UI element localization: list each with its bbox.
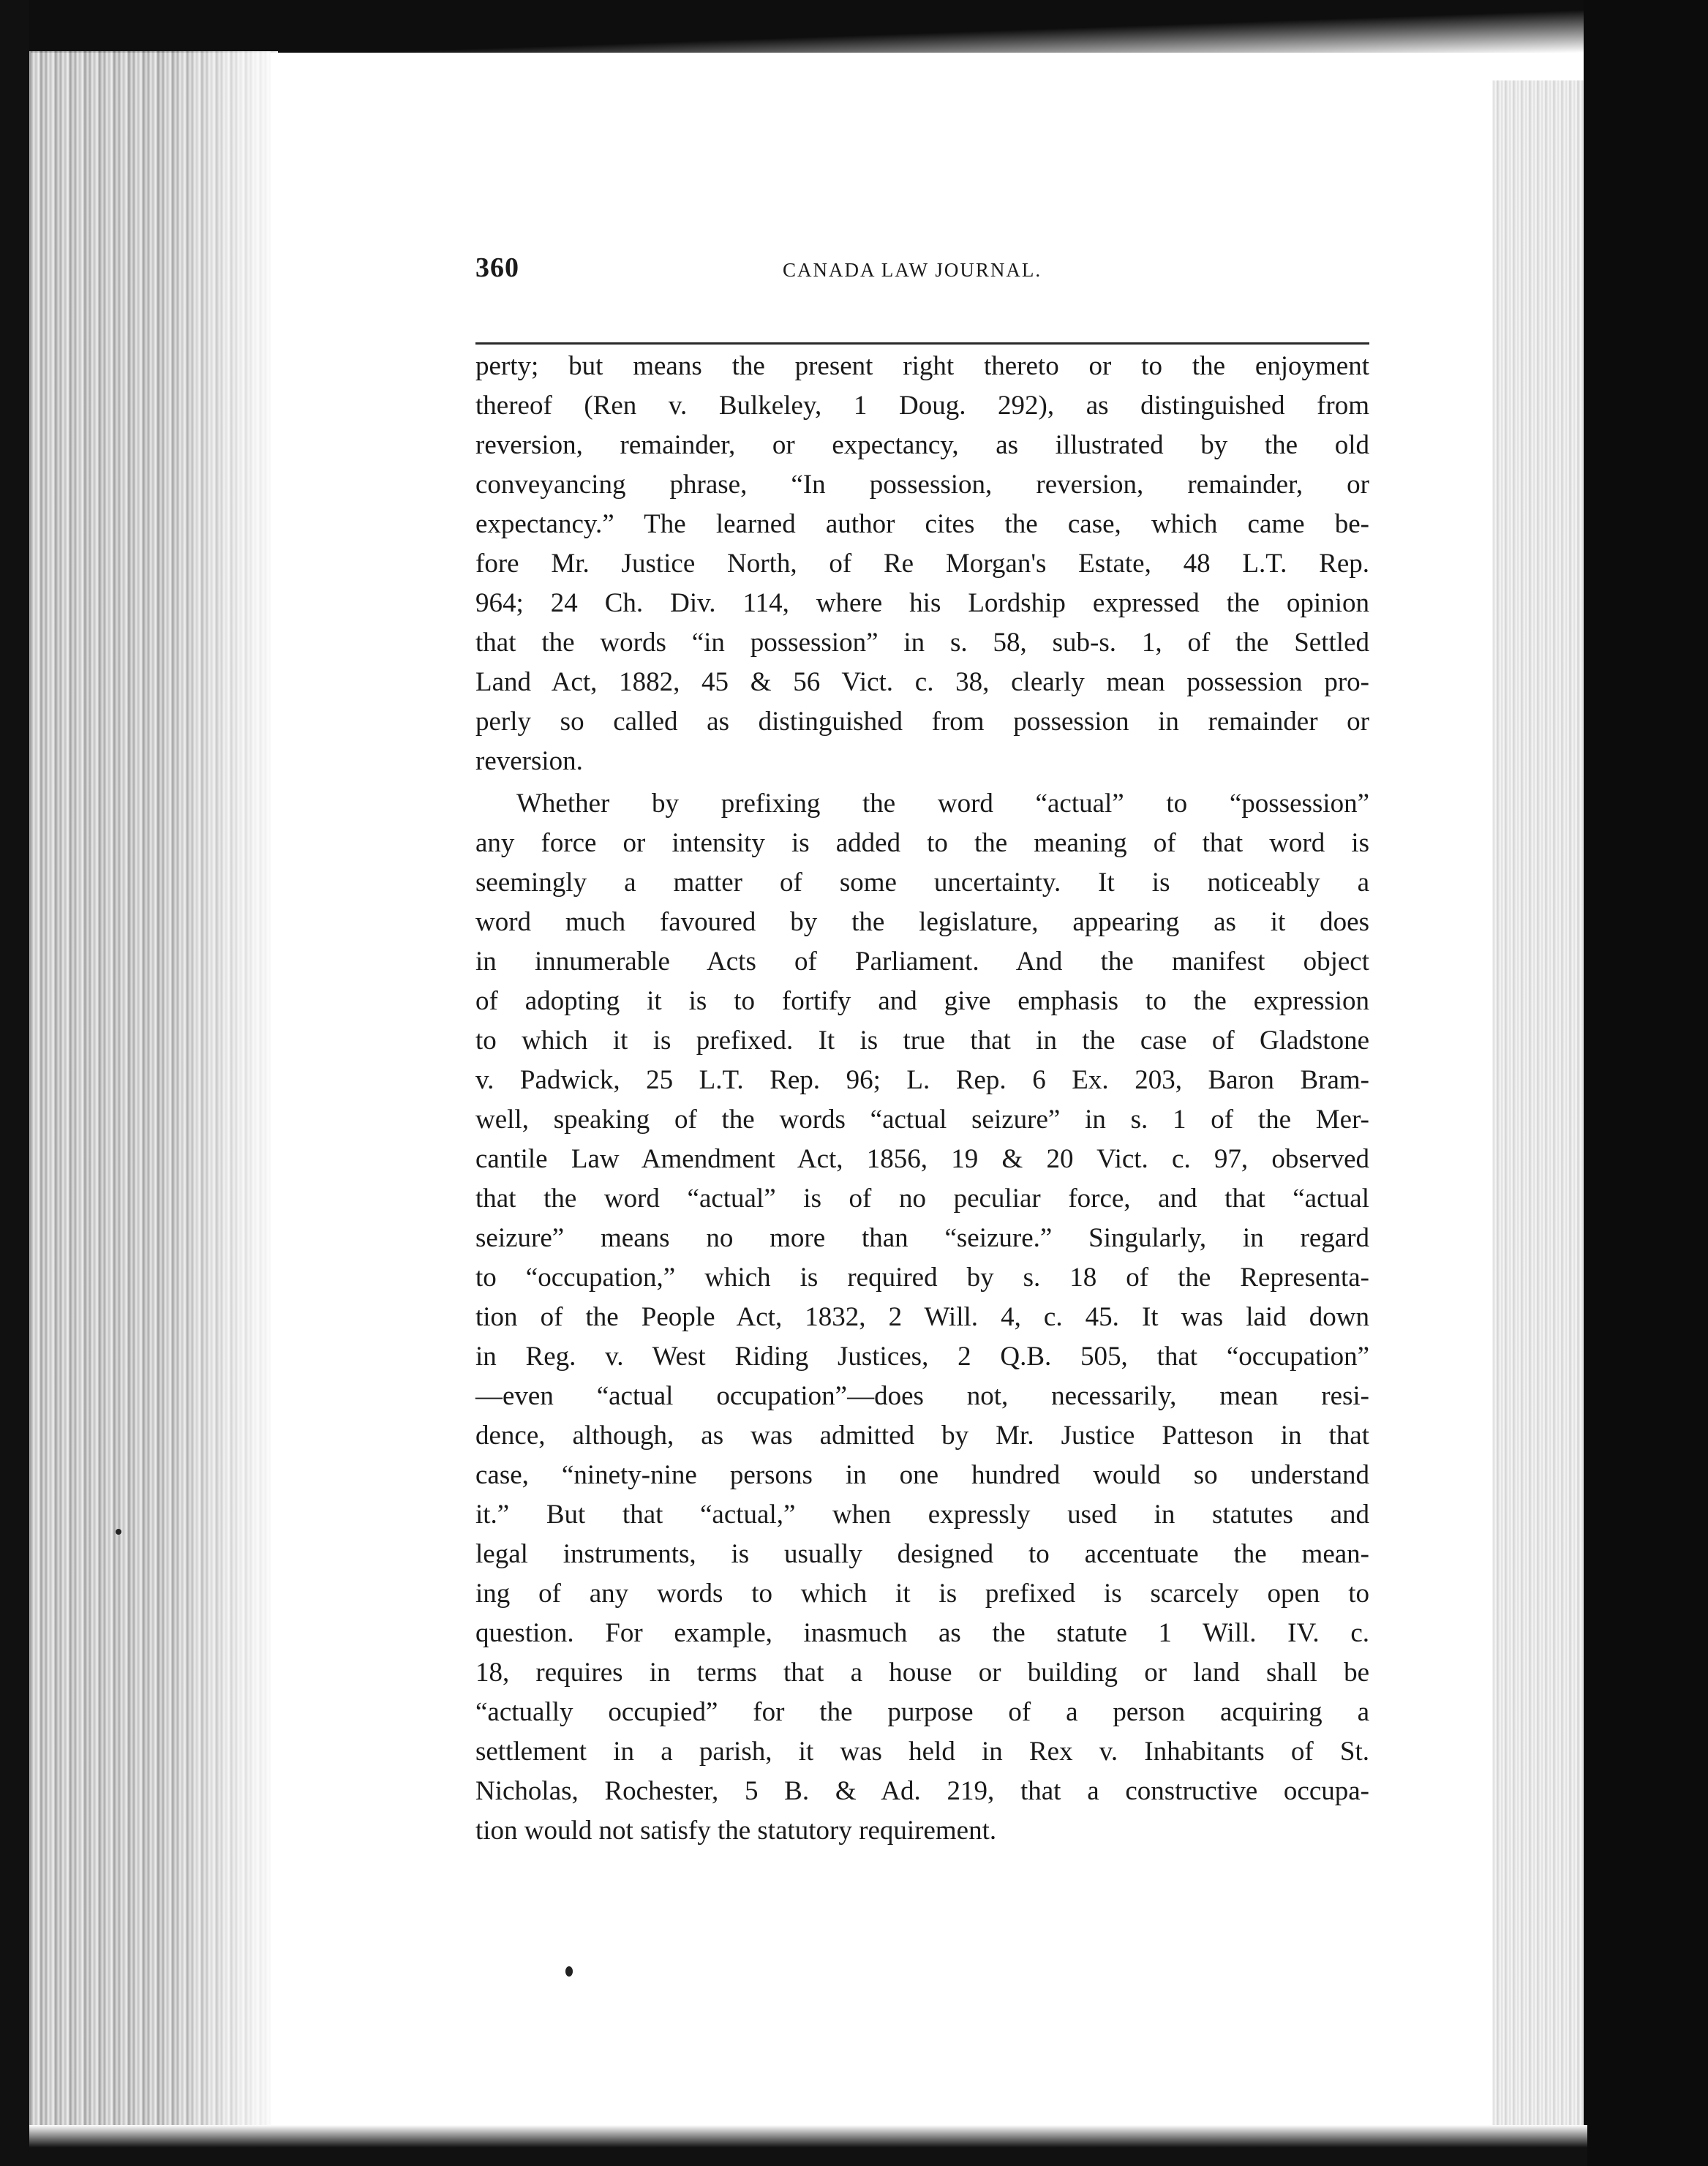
page-edge-shadow xyxy=(1492,80,1584,2129)
text-line: cantile Law Amendment Act, 1856, 19 & 20 Vict. c. 97, observed xyxy=(475,1144,1369,1174)
text-line: that the words “in possession” in s. 58, sub-s. 1, of the Settled xyxy=(475,628,1369,658)
text-line: tion of the People Act, 1832, 2 Will. 4, c. 45. It was laid down xyxy=(475,1302,1369,1332)
text-line: fore Mr. Justice North, of Re Morgan's Estate, 48 L.T. Rep. xyxy=(475,549,1369,579)
text-line: case, “ninety-nine persons in one hundred would so understand xyxy=(475,1460,1369,1490)
text-line: Land Act, 1882, 45 & 56 Vict. c. 38, clearly mean possession pro- xyxy=(475,667,1369,697)
text-line: 964; 24 Ch. Div. 114, where his Lordship expressed the opinion xyxy=(475,588,1369,618)
text-line: “actually occupied” for the purpose of a person acquiring a xyxy=(475,1697,1369,1727)
text-line: question. For example, inasmuch as the statute 1 Will. IV. c. xyxy=(475,1618,1369,1648)
text-line: well, speaking of the words “actual seizure” in s. 1 of the Mer- xyxy=(475,1105,1369,1135)
text-line: in Reg. v. West Riding Justices, 2 Q.B. 505, that “occupation” xyxy=(475,1342,1369,1372)
text-line: tion would not satisfy the statutory requirement. xyxy=(475,1816,997,1846)
text-line: seemingly a matter of some uncertainty. It is noticeably a xyxy=(475,868,1369,898)
text-line: settlement in a parish, it was held in Rex v. Inhabitants of St. xyxy=(475,1737,1369,1767)
text-line: in innumerable Acts of Parliament. And the manifest object xyxy=(475,947,1369,977)
spine-fade xyxy=(168,51,278,2158)
paragraph-1 xyxy=(475,347,1369,781)
text-line: v. Padwick, 25 L.T. Rep. 96; L. Rep. 6 Ex. 203, Baron Bram- xyxy=(475,1065,1369,1095)
text-line: to “occupation,” which is required by s. 18 of the Representa- xyxy=(475,1263,1369,1293)
scan-border-top xyxy=(29,0,1587,53)
text-line: perty; but means the present right thereto or to the enjoyment xyxy=(475,351,1369,381)
paragraph-2 xyxy=(475,784,1369,1851)
text-line: thereof (Ren v. Bulkeley, 1 Doug. 292), as distinguished from xyxy=(475,391,1369,421)
text-line: Whether by prefixing the word “actual” to “possession” xyxy=(516,789,1369,819)
text-line: reversion, remainder, or expectancy, as illustrated by the old xyxy=(475,430,1369,460)
text-line: that the word “actual” is of no peculiar force, and that “actual xyxy=(475,1184,1369,1214)
text-line: Nicholas, Rochester, 5 B. & Ad. 219, that a constructive occupa- xyxy=(475,1776,1369,1806)
header-rule xyxy=(475,342,1369,345)
text-line: of adopting it is to fortify and give emphasis to the expression xyxy=(475,986,1369,1016)
text-line: 18, requires in terms that a house or building or land shall be xyxy=(475,1658,1369,1688)
text-line: dence, although, as was admitted by Mr. Justice Patteson in that xyxy=(475,1421,1369,1451)
text-line: legal instruments, is usually designed to accentuate the mean- xyxy=(475,1539,1369,1569)
page-number: 360 xyxy=(475,252,519,283)
scan-border-right xyxy=(1584,0,1708,2166)
text-line: any force or intensity is added to the meaning of that word is xyxy=(475,828,1369,858)
text-line: reversion. xyxy=(475,746,583,776)
article-body xyxy=(475,347,1369,1851)
scan-border-left xyxy=(0,0,31,2166)
ink-speck xyxy=(116,1529,121,1535)
text-line: ing of any words to which it is prefixed is scarcely open to xyxy=(475,1579,1369,1609)
text-line: seizure” means no more than “seizure.” Singularly, in regard xyxy=(475,1223,1369,1253)
text-line: conveyancing phrase, “In possession, reversion, remainder, or xyxy=(475,470,1369,500)
scan-border-bottom xyxy=(29,2125,1587,2166)
text-line: word much favoured by the legislature, appearing as it does xyxy=(475,907,1369,937)
text-line: —even “actual occupation”—does not, necessarily, mean resi- xyxy=(475,1381,1369,1411)
text-line: it.” But that “actual,” when expressly used in statutes and xyxy=(475,1500,1369,1530)
text-line: to which it is prefixed. It is true that in the case of Gladstone xyxy=(475,1026,1369,1056)
ink-speck xyxy=(565,1966,573,1977)
text-line: expectancy.” The learned author cites the case, which came be- xyxy=(475,509,1369,539)
journal-title: CANADA LAW JOURNAL. xyxy=(783,259,1042,281)
text-line: perly so called as distinguished from possession in remainder or xyxy=(475,707,1369,737)
running-head xyxy=(475,252,1368,296)
